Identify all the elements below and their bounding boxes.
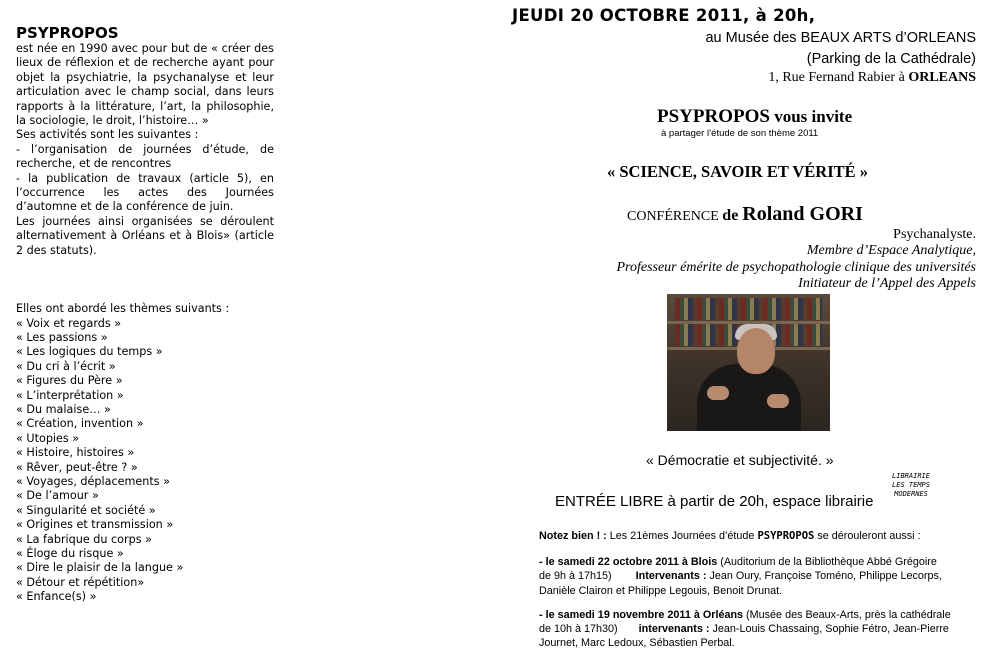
speaker-photo [667, 294, 830, 431]
theme-item: « Utopies » [16, 431, 80, 445]
association-description [16, 24, 274, 605]
theme-item: « L’interprétation » [16, 388, 124, 402]
address-city: ORLEANS [908, 70, 976, 85]
entree-libre: ENTRÉE LIBRE à partir de 20h, espace librairie [555, 493, 874, 510]
notes-text-end: se dérouleront aussi : [814, 530, 921, 542]
themes-list [16, 302, 274, 605]
event-blois-speakers: Jean Oury, Françoise Toméno, Philippe Lecorps, Danièle Clairon et Philippe Legouis, Benoit Drunat. [539, 570, 942, 597]
theme-item: « Du cri à l’écrit » [16, 359, 116, 373]
theme-item: « Singularité et société » [16, 503, 156, 517]
activity-item: - l’organisation de journées d’étude, de recherche, et de rencontres [16, 142, 274, 171]
event-orleans-speakers: Jean-Louis Chassaing, Sophie Fétro, Jean-Pierre Journet, Marc Ledoux, Sébastien Perbal. [539, 623, 949, 650]
theme-item: « Dire le plaisir de la langue » [16, 561, 184, 575]
intro-paragraph: est née en 1990 avec pour but de « créer des lieux de réflexion et de recherche ayant pour objet la psychiatrie, la psychanalyse et leur articulation avec le champ social, dans leurs rapports à la littérature, l’art, la philosophie, la sociologie, le droit, l’histoire… » [16, 42, 274, 128]
event-orleans-place: (Musée des Beaux-Arts, près la cathédrale [743, 608, 951, 621]
speaker-title-3: Professeur émérite de psychopathologie clinique des universités [616, 260, 976, 275]
event-orleans-label: intervenants : [638, 623, 710, 636]
theme-item: « Voix et regards » [16, 316, 122, 330]
event-orleans-hours: de 10h à 17h30) [539, 623, 618, 636]
notes-label: Notez bien ! : [539, 530, 607, 542]
notes-brand: PSYPROPOS [757, 530, 815, 542]
theme-item: « Histoire, histoires » [16, 446, 135, 460]
theme-item: « Origines et transmission » [16, 518, 174, 532]
event-orleans [539, 608, 979, 651]
invite-line [657, 106, 852, 128]
theme-item: « Détour et répétition» [16, 575, 145, 589]
invite-text: vous invite [769, 107, 853, 126]
theme-item: « Éloge du risque » [16, 547, 124, 560]
theme-item: « Enfance(s) » [16, 590, 97, 604]
event-blois [539, 555, 979, 598]
event-orleans-date: - le samedi 19 novembre 2011 à Orléans [539, 608, 744, 621]
notes-intro [539, 529, 979, 543]
theme-item: « La fabrique du corps » [16, 532, 152, 546]
speaker-name: Roland GORI [742, 203, 863, 225]
activities-title: Ses activités sont les suivantes : [16, 128, 199, 142]
brand-title: PSYPROPOS [16, 24, 119, 42]
theme-item: « Rêver, peut-être ? » [16, 460, 138, 474]
theme-item: « Du malaise… » [16, 402, 111, 416]
theme-item: « Les passions » [16, 330, 108, 344]
event-date: JEUDI 20 OCTOBRE 2011, à 20h, [512, 6, 816, 25]
conference-label: CONFÉRENCE [627, 209, 723, 224]
journees-paragraph: Les journées ainsi organisées se déroulent alternativement à Orléans et à Blois» (article 2 des statuts). [16, 214, 274, 257]
address-street: 1, Rue Fernand Rabier à [768, 70, 909, 85]
speaker-title-4: Initiateur de l’Appel des Appels [798, 276, 976, 291]
theme-item: « De l’amour » [16, 489, 99, 503]
logo-line: LIBRAIRIE [892, 472, 930, 480]
conference-line [627, 203, 863, 226]
invite-brand: PSYPROPOS [657, 106, 770, 127]
event-blois-label: Intervenants : [635, 570, 707, 583]
theme-title: « SCIENCE, SAVOIR ET VÉRITÉ » [607, 162, 869, 181]
event-address [768, 70, 976, 86]
notes-text: Les 21èmes Journées d’étude [606, 530, 758, 542]
event-blois-date: - le samedi 22 octobre 2011 à Blois [539, 556, 718, 569]
lecture-subtitle: « Démocratie et subjectivité. » [646, 452, 834, 468]
logo-line: MODERNES [894, 490, 928, 498]
themes-title: Elles ont abordé les thèmes suivants : [16, 302, 230, 316]
speaker-title-1: Psychanalyste. [893, 227, 976, 242]
invite-subtitle: à partager l’étude de son thème 2011 [661, 128, 819, 139]
theme-item: « Les logiques du temps » [16, 345, 163, 359]
conference-de: de [722, 207, 743, 224]
speaker-title-2: Membre d’Espace Analytique, [806, 243, 976, 258]
event-venue: au Musée des BEAUX ARTS d’ORLEANS [705, 30, 976, 46]
theme-item: « Voyages, déplacements » [16, 474, 171, 488]
theme-item: « Figures du Père » [16, 374, 123, 388]
event-blois-hours: de 9h à 17h15) [539, 570, 612, 583]
librairie-logo [889, 472, 933, 508]
event-blois-place: (Auditorium de la Bibliothèque Abbé Grégoire [717, 556, 937, 569]
logo-line: LES TEMPS [892, 481, 930, 489]
notes-block [539, 529, 979, 650]
event-parking: (Parking de la Cathédrale) [806, 51, 976, 67]
theme-item: « Création, invention » [16, 417, 144, 431]
activity-item: - la publication de travaux (article 5), en l’occurrence les actes des Journées d’automne et de la conférence de juin. [16, 171, 274, 214]
